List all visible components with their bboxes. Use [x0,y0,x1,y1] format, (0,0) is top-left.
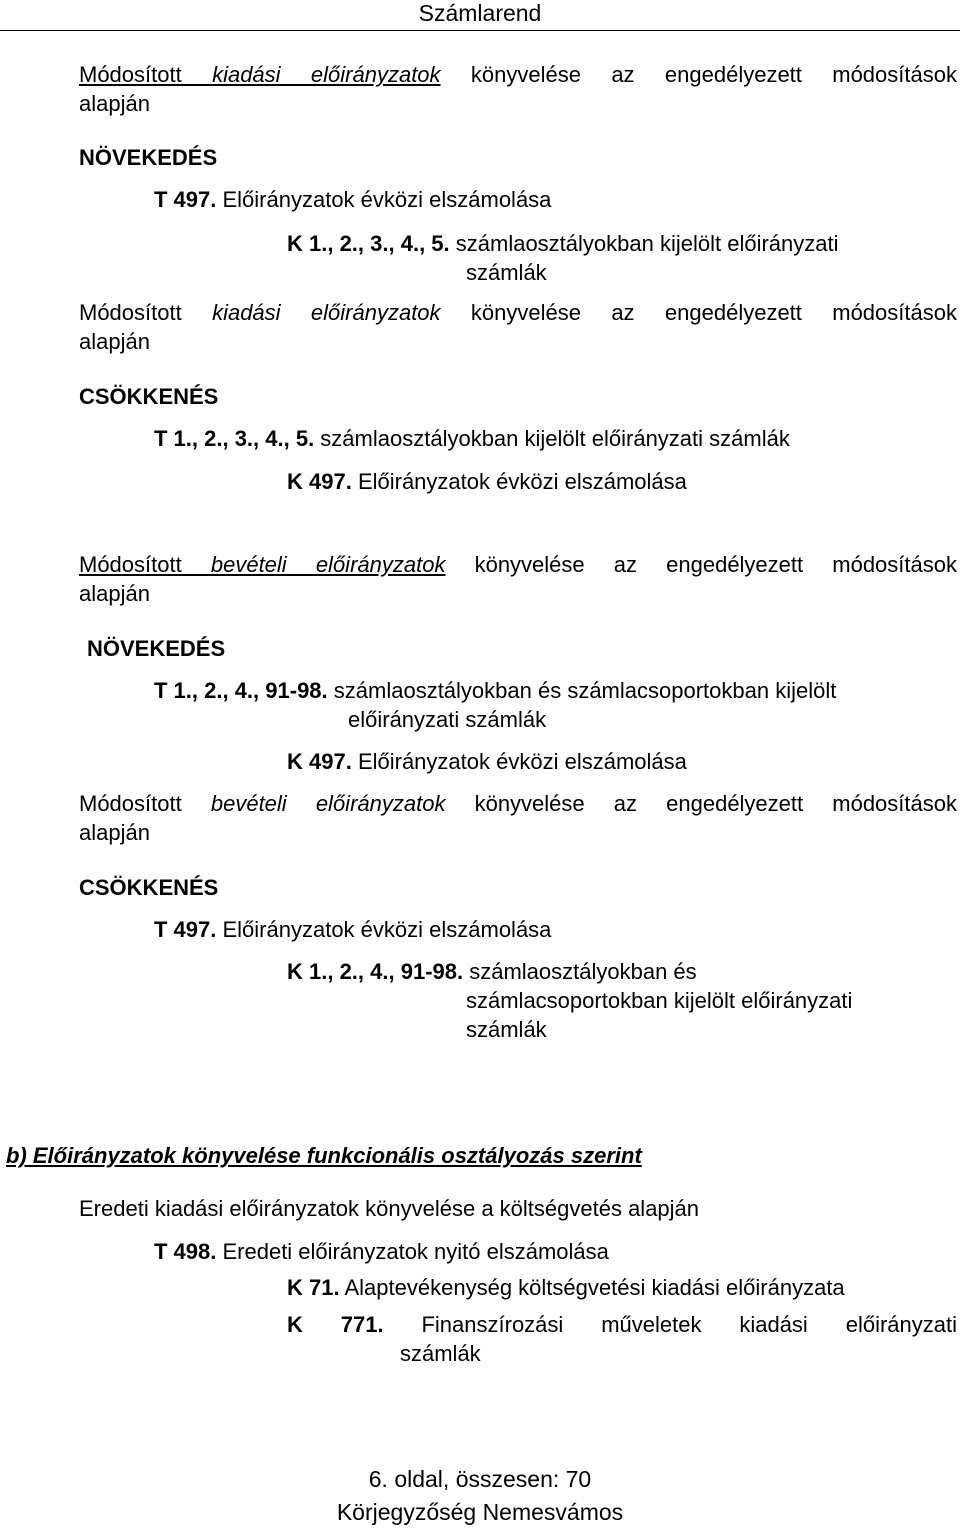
sec4-t-code: T 497. [154,917,217,942]
sec3-label: NÖVEKEDÉS [87,636,226,661]
sec2-heading-line2: alapján [79,329,150,354]
sec2-heading-em: kiadási előirányzatok [212,300,441,325]
sec1-label: NÖVEKEDÉS [79,145,218,170]
section-b-title: b) Előirányzatok könyvelése funkcionális osztályozás szerint [6,1143,642,1168]
sec4-k-text: számlaosztályokban és [463,959,697,984]
sec2-heading-pre: Módosított [79,300,213,325]
sec1-t-text: Előirányzatok évközi elszámolása [216,187,552,212]
sec1-heading-em: kiadási előirányzatok [212,62,441,87]
sec4-t-line [154,915,551,945]
sec4-t-text: Előirányzatok évközi elszámolása [216,917,552,942]
sec3-heading-post: könyvelése az engedélyezett módosítások [445,552,957,577]
sec3-k-text: Előirányzatok évközi elszámolása [351,749,687,774]
section-b-t-text: Eredeti előirányzatok nyitó elszámolása [216,1239,609,1264]
sec4-k-line3: számlák [466,1017,547,1042]
section-b-k1-text: Alaptevékenység költségvetési kiadási előirányzata [339,1275,845,1300]
sec1-k-text: számlaosztályokban kijelölt előirányzati [449,231,839,256]
sec3-heading [79,550,957,580]
sec3-t-line2: előirányzati számlák [348,707,547,732]
sec4-heading-pre: Módosított [79,791,211,816]
sec3-k-code: K 497. [287,749,352,774]
sec2-k-text: Előirányzatok évközi elszámolása [351,469,687,494]
sec1-t-line [154,185,551,215]
sec4-k-line [287,957,697,987]
sec1-heading [79,60,957,90]
section-b-t-line [154,1237,609,1267]
sec4-heading-line2: alapján [79,820,150,845]
section-b-subheading: Eredeti kiadási előirányzatok könyvelése a költségvetés alapján [79,1196,700,1221]
header-divider [0,30,960,31]
sec4-k-code: K 1., 2., 4., 91-98. [287,959,464,984]
sec3-t-text: számlaosztályokban és számlacsoportokban kijelölt [327,678,837,703]
section-b-k1-code: K 71. [287,1275,340,1300]
sec2-heading [79,298,957,328]
sec2-t-line [154,424,790,454]
sec1-heading-line2: alapján [79,91,150,116]
sec3-t-code: T 1., 2., 4., 91-98. [154,678,328,703]
sec1-k-line2: számlák [466,260,547,285]
sec1-k-code: K 1., 2., 3., 4., 5. [287,231,450,256]
sec3-t-line [154,676,836,706]
sec1-heading-pre: Módosított [79,62,213,87]
sec1-t-code: T 497. [154,187,217,212]
sec4-heading-em: bevételi előirányzatok [210,791,446,816]
section-b-k1-line [287,1273,845,1303]
section-b-k2-line [287,1310,957,1340]
sec3-heading-pre: Módosított [79,552,211,577]
sec3-heading-line2: alapján [79,581,150,606]
sec1-heading-post: könyvelése az engedélyezett módosítások [440,62,957,87]
sec1-k-line [287,229,839,259]
sec2-k-line [287,467,687,497]
sec4-heading [79,789,957,819]
footer-organization: Körjegyzőség Nemesvámos [336,1499,624,1525]
footer-page-number: 6. oldal, összesen: 70 [368,1466,592,1492]
sec2-label: CSÖKKENÉS [79,384,219,409]
sec4-label: CSÖKKENÉS [79,875,219,900]
section-b-t-code: T 498. [154,1239,217,1264]
sec4-heading-post: könyvelése az engedélyezett módosítások [445,791,957,816]
page-header: Számlarend [418,0,542,26]
section-b-k2-code: K 771. [287,1312,384,1337]
section-b-k2-line2: számlák [400,1341,481,1366]
sec4-k-line2: számlacsoportokban kijelölt előirányzati [466,988,853,1013]
sec2-t-text: számlaosztályokban kijelölt előirányzati számlák [314,426,790,451]
sec2-t-code: T 1., 2., 3., 4., 5. [154,426,315,451]
sec3-heading-em: bevételi előirányzatok [210,552,446,577]
sec2-k-code: K 497. [287,469,352,494]
section-b-k2-text: Finanszírozási műveletek kiadási előirányzati [383,1312,957,1337]
sec3-k-line [287,747,687,777]
sec2-heading-post: könyvelése az engedélyezett módosítások [440,300,957,325]
